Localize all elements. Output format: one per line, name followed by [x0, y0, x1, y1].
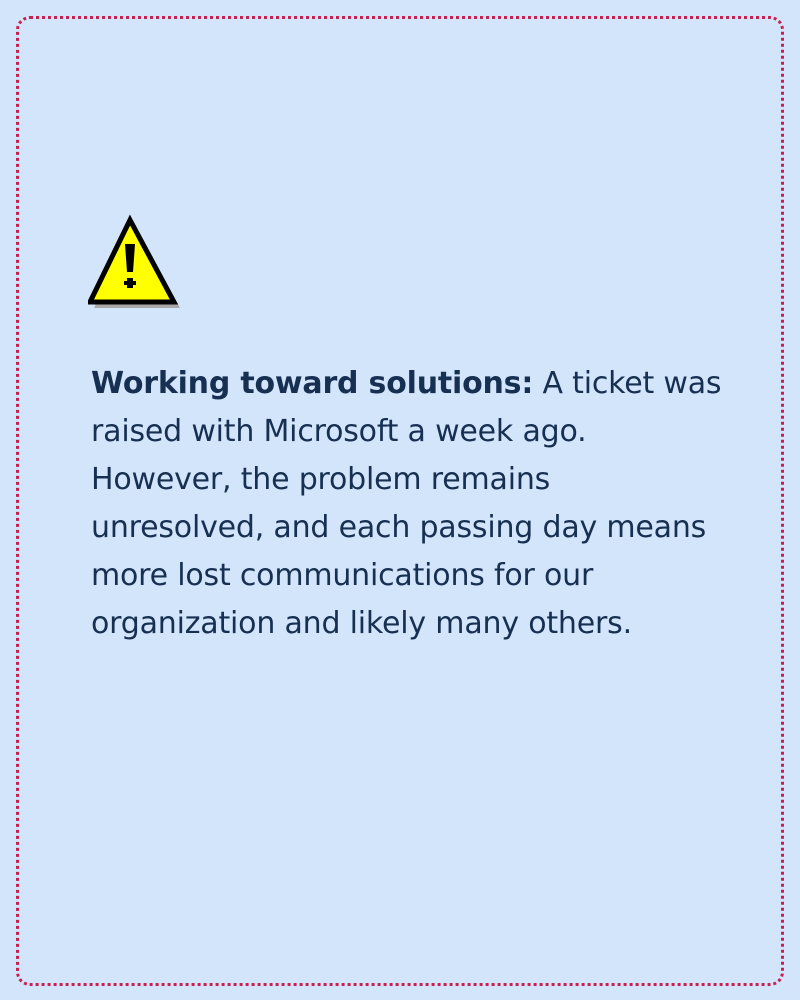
message-body: A ticket was raised with Microsoft a week ago. However, the problem remains unresolved, and each passing day means more lost communications for our organization and likely many others.	[91, 366, 722, 641]
message-text	[91, 360, 731, 648]
warning-triangle-graphic	[88, 214, 184, 310]
exclamation-dot-wide	[124, 281, 136, 285]
warning-icon	[88, 214, 184, 310]
message-lead: Working toward solutions:	[91, 366, 534, 401]
